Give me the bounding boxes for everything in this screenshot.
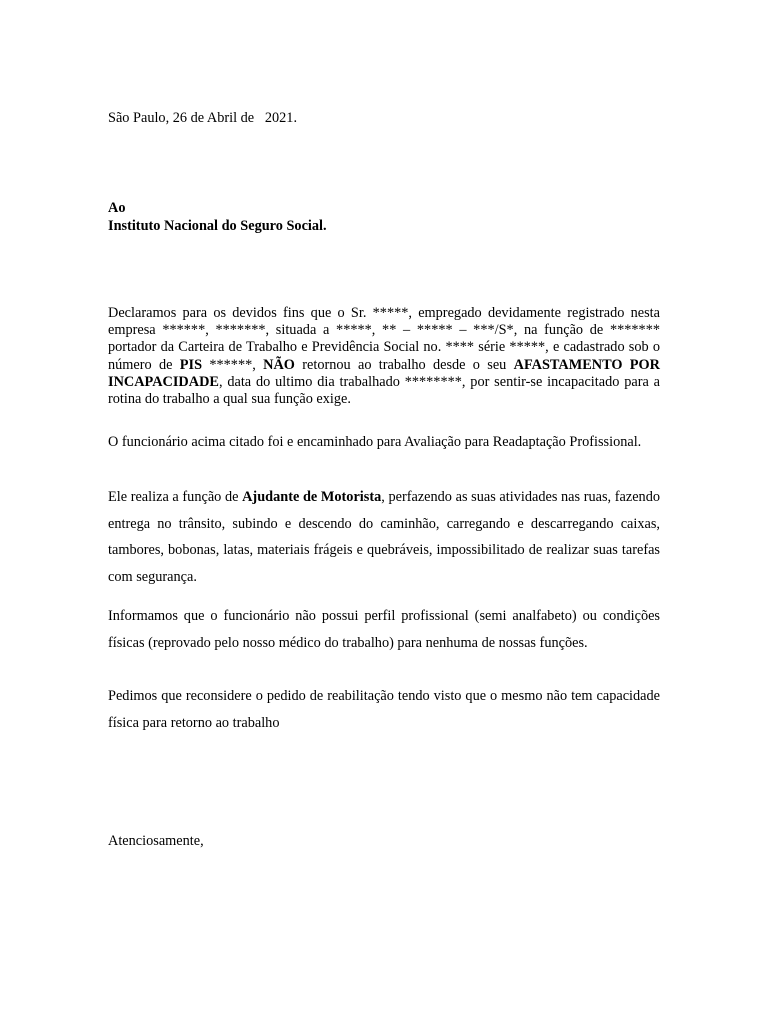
paragraph-request: Pedimos que reconsidere o pedido de reabilitação tendo visto que o mesmo não tem capacidade física para retorno ao trabalho — [108, 688, 660, 731]
paragraph-declaration — [108, 305, 660, 408]
recipient-line-2: Instituto Nacional do Seguro Social. — [108, 218, 327, 234]
job-text-1: Ele realiza a função de — [108, 489, 243, 505]
paragraph-profile: Informamos que o funcionário não possui perfil profissional (semi analfabeto) ou condições físicas (reprovado pelo nosso médico do trabalho) para nenhuma de nossas funções. — [108, 608, 660, 651]
declaration-text-2: ******, — [202, 356, 264, 373]
declaration-bold-nao: NÃO — [263, 356, 295, 373]
paragraph-evaluation: O funcionário acima citado foi e encaminhado para Avaliação para Readaptação Profissional. — [108, 434, 642, 450]
declaration-bold-pis: PIS — [179, 356, 203, 373]
declaration-text-4: , data do ultimo dia trabalhado ********, por sentir-se incapacitado para a rotina do trabalho a qual sua função exige. — [108, 373, 660, 408]
paragraph-job-description — [108, 484, 660, 590]
recipient-line-1: Ao — [108, 200, 126, 216]
declaration-text-1: Declaramos para os devidos fins que o Sr. *****, empregado devidamente registrado nesta empresa ******, *******, situada a *****, ** – ***** – ***/S*, na função de ******* portador da Carteira de Trabalho e Previdência Social no. **** série *****, e cadastrado sob o número de — [108, 305, 660, 373]
declaration-bold-afastamento: AFASTAMENTO POR INCAPACIDADE — [108, 356, 660, 390]
closing: Atenciosamente, — [108, 833, 204, 849]
declaration-text-3: retornou ao trabalho desde o seu — [294, 356, 514, 373]
job-bold-role: Ajudante de Motorista — [242, 489, 382, 505]
job-text-2: , perfazendo as suas atividades nas ruas, fazendo entrega no trânsito, subindo e descendo do caminhão, carregando e descarregando caixas, tambores, bobonas, latas, materiais frágeis e quebráveis, impossibilitado de realizar suas tarefas com segurança. — [108, 489, 661, 585]
place-date: São Paulo, 26 de Abril de 2021. — [108, 110, 298, 126]
